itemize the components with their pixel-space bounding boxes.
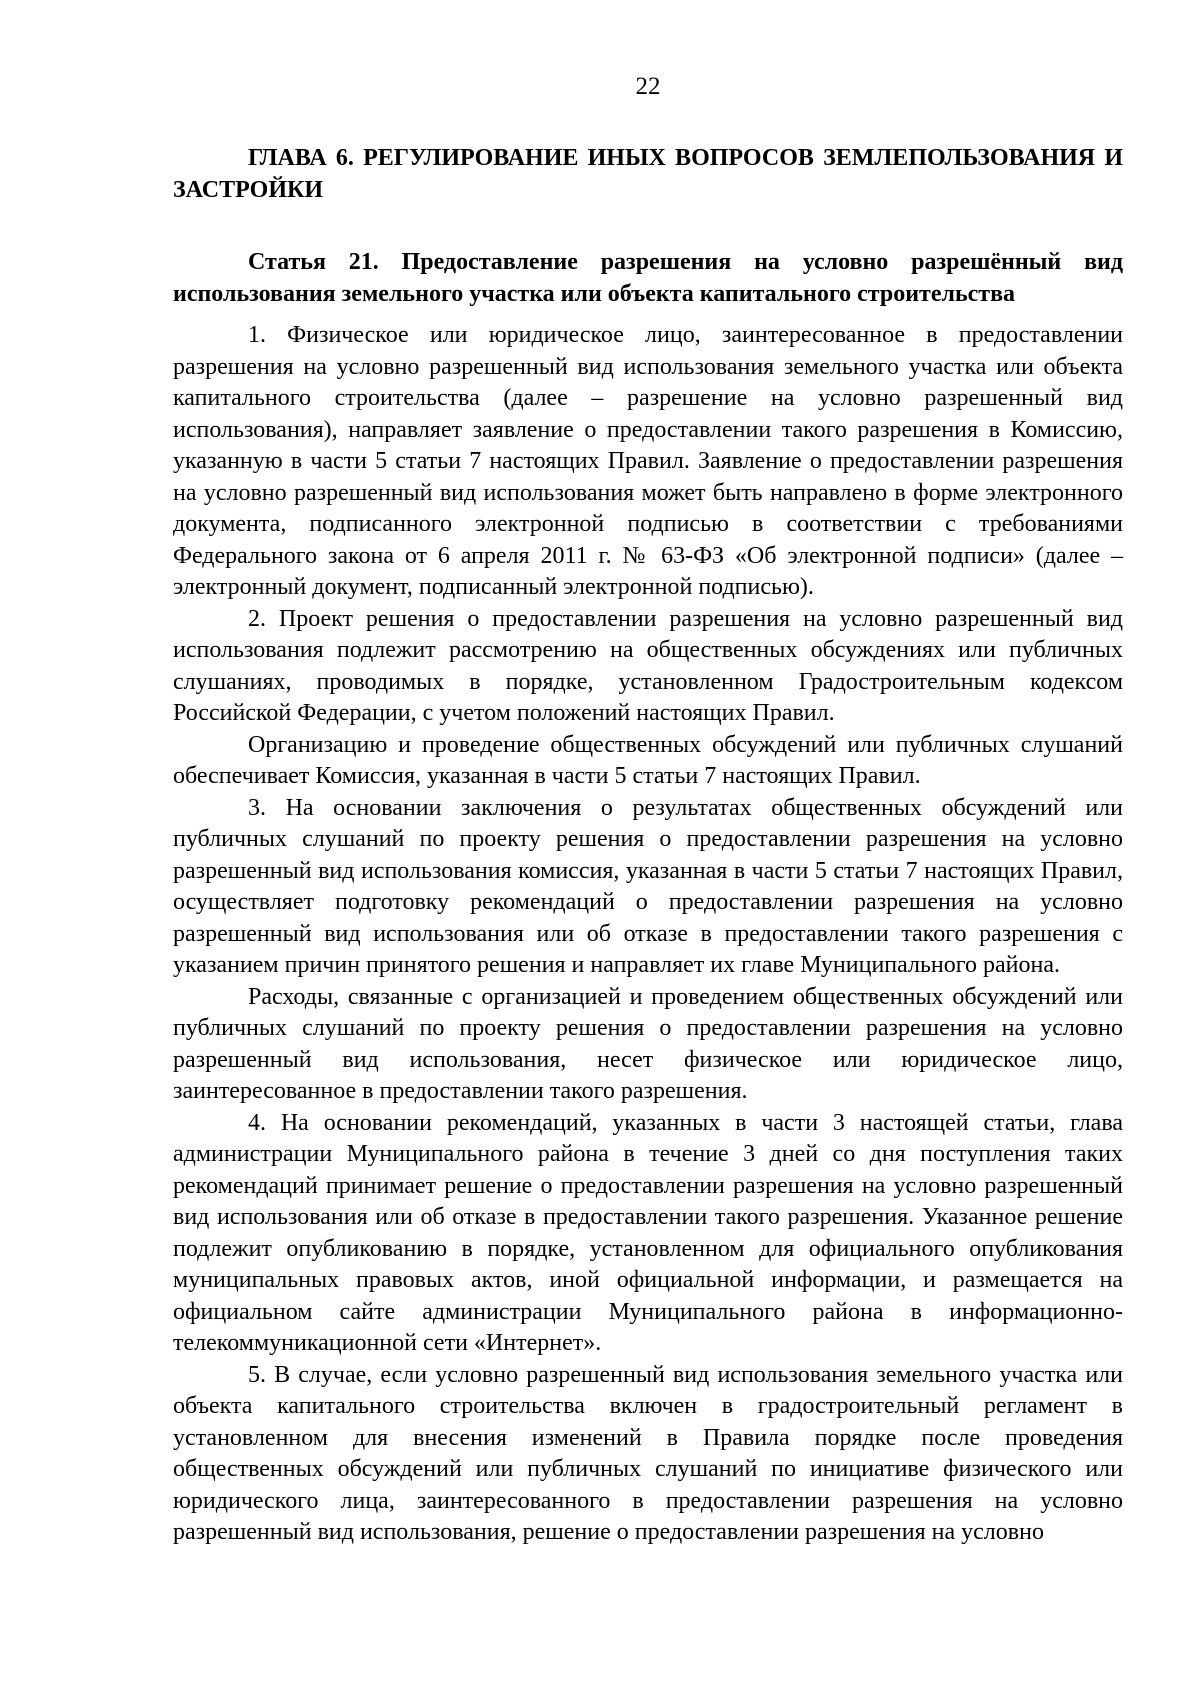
paragraph-1: 1. Физическое или юридическое лицо, заинтересованное в предоставлении разрешения на условно разрешенный вид использования земельного участка или объекта капитального строительства (далее – разрешение на условно разрешенный вид использования), направляет заявление о предоставлении такого разрешения в Комиссию, указанную в части 5 статьи 7 настоящих Правил. Заявление о предоставлении разрешения на условно разрешенный вид использования может быть направлено в форме электронного документа, подписанного электронной подписью в соответствии с требованиями Федерального закона от 6 апреля 2011 г. № 63-ФЗ «Об электронной подписи» (далее – электронный документ, подписанный электронной подписью).: [173, 322, 1123, 600]
page-number: 22: [635, 73, 661, 100]
paragraph-5: 5. В случае, если условно разрешенный вид использования земельного участка или объекта капитального строительства включен в градостроительный регламент в установленном для внесения изменений в Правила порядке после проведения общественных обсуждений или публичных слушаний по инициативе физического или юридического лица, заинтересованного в предоставлении разрешения на условно разрешенный вид использования, решение о предоставлении разрешения на условно: [173, 1361, 1123, 1545]
chapter-title: ГЛАВА 6. РЕГУЛИРОВАНИЕ ИНЫХ ВОПРОСОВ ЗЕМЛЕПОЛЬЗОВАНИЯ И ЗАСТРОЙКИ: [173, 145, 1123, 203]
article-body: [173, 320, 1123, 1549]
document-page: [173, 72, 1123, 1549]
paragraph-2: 2. Проект решения о предоставлении разрешения на условно разрешенный вид использования подлежит рассмотрению на общественных обсуждениях или публичных слушаниях, проводимых в порядке, установленном Градостроительным кодексом Российской Федерации, с учетом положений настоящих Правил.: [173, 605, 1123, 726]
paragraph-3-continued: Расходы, связанные с организацией и проведением общественных обсуждений или публичных слушаний по проекту решения о предоставлении разрешения на условно разрешенный вид использования, несет физическое или юридическое лицо, заинтересованное в предоставлении такого разрешения.: [173, 983, 1123, 1104]
article-title: Статья 21. Предоставление разрешения на условно разрешённый вид использования земельного участка или объекта капитального строительства: [173, 249, 1123, 307]
paragraph-3: 3. На основании заключения о результатах общественных обсуждений или публичных слушаний по проекту решения о предоставлении разрешения на условно разрешенный вид использования комиссия, указанная в части 5 статьи 7 настоящих Правил, осуществляет подготовку рекомендаций о предоставлении разрешения на условно разрешенный вид использования или об отказе в предоставлении такого разрешения с указанием причин принятого решения и направляет их главе Муниципального района.: [173, 794, 1123, 978]
paragraph-2-continued: Организацию и проведение общественных обсуждений или публичных слушаний обеспечивает Комиссия, указанная в части 5 статьи 7 настоящих Правил.: [173, 731, 1123, 789]
paragraph-4: 4. На основании рекомендаций, указанных в части 3 настоящей статьи, глава администрации Муниципального района в течение 3 дней со дня поступления таких рекомендаций принимает решение о предоставлении разрешения на условно разрешенный вид использования или об отказе в предоставлении такого разрешения. Указанное решение подлежит опубликованию в порядке, установленном для официального опубликования муниципальных правовых актов, иной официальной информации, и размещается на официальном сайте администрации Муниципального района в информационно-телекоммуникационной сети «Интернет».: [173, 1109, 1123, 1356]
